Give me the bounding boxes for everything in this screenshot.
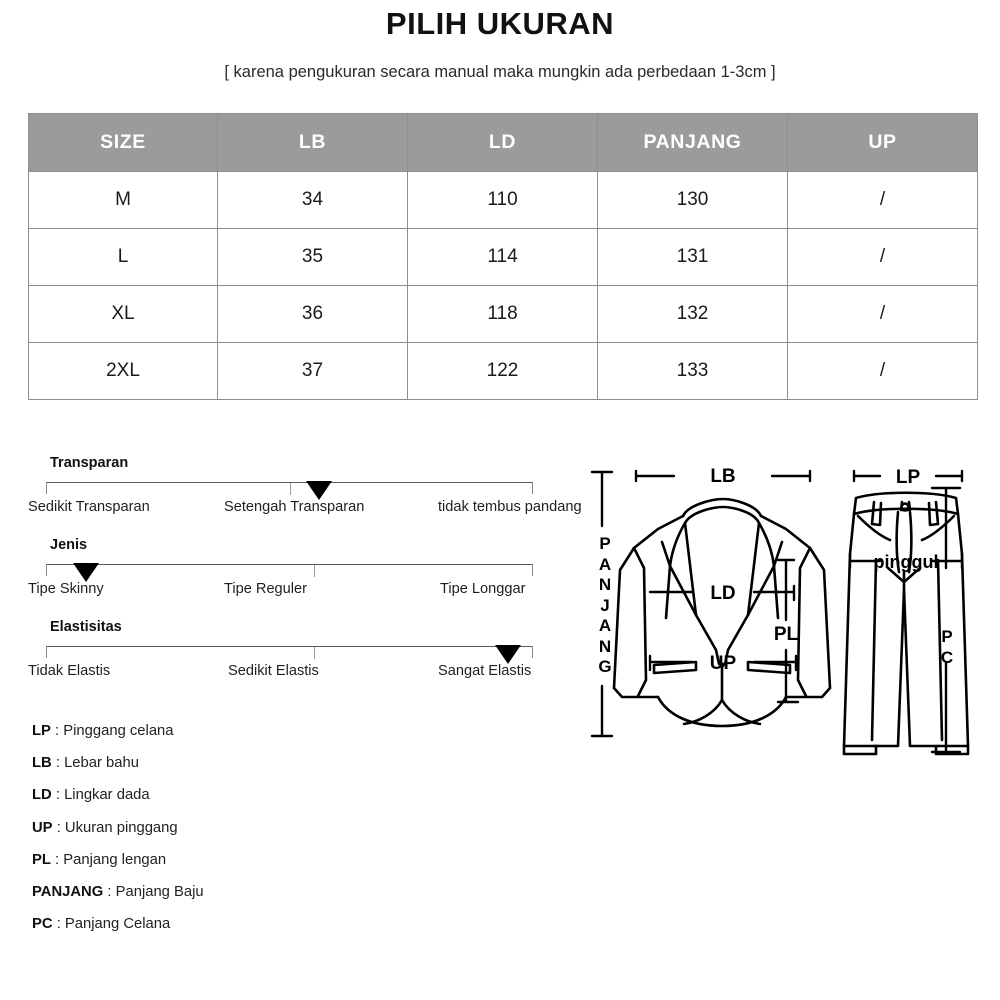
legend-item xyxy=(32,755,362,771)
legend-item xyxy=(32,884,362,900)
garment-diagram-svg xyxy=(588,450,992,850)
cell-size: XL xyxy=(29,286,218,343)
slider-label-right: Tipe Longgar xyxy=(440,581,526,597)
slider-track-transparan[interactable] xyxy=(46,482,533,494)
legend-abbr: LD xyxy=(32,787,52,804)
cell-lb: 34 xyxy=(218,172,408,229)
column-header-lb: LB xyxy=(218,114,408,172)
slider-title-elastisitas: Elastisitas xyxy=(50,619,122,635)
legend-abbr: UP xyxy=(32,819,53,836)
column-header-size: SIZE xyxy=(29,114,218,172)
slider-label-mid: Tipe Reguler xyxy=(224,581,308,597)
cell-panjang: 131 xyxy=(598,229,788,286)
legend-abbr: LP xyxy=(32,723,51,739)
table-row xyxy=(29,229,978,286)
column-header-up: UP xyxy=(788,114,978,172)
legend-item xyxy=(32,916,362,932)
slider-marker-jenis[interactable] xyxy=(73,563,99,582)
jacket-outline xyxy=(614,499,830,726)
legend-abbr: PC xyxy=(32,916,53,933)
cell-up: / xyxy=(788,286,978,343)
diagram-label-panjang-vertical: P A N J A N G xyxy=(598,534,612,676)
legend-item xyxy=(32,723,362,739)
table-row xyxy=(29,343,978,400)
diagram-label-lp: LP xyxy=(895,467,921,488)
legend-desc: : Pinggang celana xyxy=(55,723,174,739)
diagram-label-ld: LD xyxy=(710,583,736,604)
cell-size: M xyxy=(29,172,218,229)
cell-panjang: 132 xyxy=(598,286,788,343)
slider-title-jenis: Jenis xyxy=(50,537,88,553)
slider-transparan xyxy=(28,455,582,537)
diagram-label-lb: LB xyxy=(710,466,736,487)
slider-label-mid: Sedikit Elastis xyxy=(228,663,319,679)
slider-tick-mid xyxy=(314,647,315,659)
cell-ld: 118 xyxy=(408,286,598,343)
page-title: PILIH UKURAN xyxy=(385,6,615,41)
cell-panjang: 130 xyxy=(598,172,788,229)
slider-track-jenis[interactable] xyxy=(46,564,533,576)
cell-ld: 114 xyxy=(408,229,598,286)
legend-desc: : Ukuran pinggang xyxy=(56,819,178,836)
slider-jenis xyxy=(28,537,558,619)
slider-labels-elastisitas xyxy=(28,663,558,683)
cell-panjang: 133 xyxy=(598,343,788,400)
cell-lb: 36 xyxy=(218,286,408,343)
cell-lb: 35 xyxy=(218,229,408,286)
slider-labels-jenis xyxy=(28,581,558,601)
column-header-panjang: PANJANG xyxy=(598,114,788,172)
table-row xyxy=(29,172,978,229)
diagram-label-pc-vertical: P C xyxy=(940,627,954,667)
legend-item xyxy=(32,787,362,803)
cell-ld: 110 xyxy=(408,172,598,229)
abbreviation-legend xyxy=(32,723,362,948)
slider-title-transparan: Transparan xyxy=(50,455,129,471)
diagram-label-pinggul: pinggul xyxy=(873,552,939,572)
legend-item xyxy=(32,820,362,836)
size-chart-table xyxy=(28,113,978,400)
diagram-label-up: UP xyxy=(709,653,737,674)
slider-marker-elastisitas[interactable] xyxy=(495,645,521,664)
garment-measurement-diagram xyxy=(588,450,992,850)
slider-label-mid: Setengah Transparan xyxy=(224,499,365,515)
legend-desc: : Lingkar dada xyxy=(55,787,150,804)
legend-desc: : Panjang lengan xyxy=(55,851,167,868)
diagram-label-pl: PL xyxy=(773,624,799,645)
cell-up: / xyxy=(788,343,978,400)
slider-tick-mid xyxy=(290,483,291,495)
legend-desc: : Panjang Celana xyxy=(56,916,171,933)
slider-label-left: Tipe Skinny xyxy=(28,581,104,597)
cell-up: / xyxy=(788,172,978,229)
cell-size: 2XL xyxy=(29,343,218,400)
page-subtitle: [ karena pengukuran secara manual maka mungkin ada perbedaan 1-3cm ] xyxy=(224,63,776,81)
table-row xyxy=(29,286,978,343)
legend-desc: : Panjang Baju xyxy=(107,883,204,900)
slider-tick-mid xyxy=(314,565,315,577)
slider-label-left: Sedikit Transparan xyxy=(28,499,150,515)
legend-desc: : Lebar bahu xyxy=(55,755,139,772)
legend-abbr: LB xyxy=(32,755,52,772)
attribute-sliders xyxy=(28,455,582,701)
trousers-outline xyxy=(844,493,968,754)
slider-label-left: Tidak Elastis xyxy=(28,663,111,679)
cell-size: L xyxy=(29,229,218,286)
slider-label-right: tidak tembus pandang xyxy=(438,499,582,515)
table-header-row xyxy=(29,114,978,172)
cell-lb: 37 xyxy=(218,343,408,400)
slider-label-right: Sangat Elastis xyxy=(438,663,532,679)
column-header-ld: LD xyxy=(408,114,598,172)
cell-up: / xyxy=(788,229,978,286)
slider-elastisitas xyxy=(28,619,558,701)
slider-marker-transparan[interactable] xyxy=(306,481,332,500)
cell-ld: 122 xyxy=(408,343,598,400)
slider-track-elastisitas[interactable] xyxy=(46,646,533,658)
legend-abbr: PL xyxy=(32,851,51,868)
legend-item xyxy=(32,852,362,868)
legend-abbr: PANJANG xyxy=(32,883,104,900)
slider-labels-transparan xyxy=(28,499,582,519)
